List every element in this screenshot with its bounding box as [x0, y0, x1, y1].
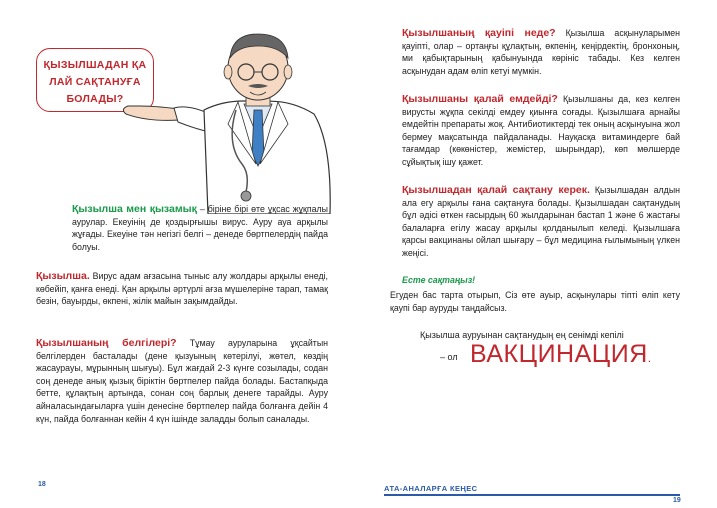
text-danger: Қызылша асқынуларымен қауіпті, олар – ортаңғы құлақтың, өкпенің, кеңірдектің, бронхоның, ми қабықтарының қабынуында көрініс табады. Кез келген асқынудан адам өліп кетуі мүмкін.: [402, 28, 680, 76]
footer-rule: [384, 494, 680, 496]
remember-heading: Есте сақтаңыз!: [402, 275, 476, 285]
left-page: [0, 0, 358, 508]
vaccination-caption: Қызылша ауруынан сақтанудың ең сенімді кепілі: [420, 330, 624, 340]
text-treatment: Қызылшаны да, кез келген вирусты жұқпа секілді емдеу қиынға соғады. Қызылшаға арнайы емдейтін препараты жоқ. Антибиотиктерді тек оның асқынуына жол бермеу мақсатында пайдаланады. Науқасқа витаминдерге бай тағамдар (көкөністер, жемістер, шырындар), көп мөлшерде сұйықтық ішу қажет.: [402, 94, 680, 167]
vaccination-word-dot: .: [647, 351, 652, 365]
vaccination-word-text: ВАКЦИНАЦИЯ: [470, 340, 648, 368]
paragraph-measles: [36, 270, 328, 308]
paragraph-refusal: Егуден бас тарта отырып, Сіз өте ауыр, асқынулары тіпті өліп кету қаупі бар ауруды таңдайсыз.: [390, 290, 680, 313]
text-measles: Вирус адам ағзасына тыныс алу жолдары арқылы енеді, көбейіп, қанға енеді. Қан арқылы әртүрлі ағза мүшелеріне тарап, тамақ безін, бауырды, өкпені, жілік майын зақымдайды.: [36, 271, 328, 307]
text-measles-rubella: – біріне бірі өте ұқсас жұқпалы аурулар. Екеуінің де қоздырғышы вирус. Ауру ауа арқылы жұғады. Екеуіне тән негізгі белгі – денеде бөртпелердің пайда болуы.: [72, 204, 328, 252]
paragraph-treatment: [402, 93, 680, 169]
text-prevention: Қызылшадан алдын ала егу арқылы ғана сақтануға болады. Қызылшадан сақтанудың бұл әдісі өткен ғасырдың 60 жылдарынан бастап 1 және 6 жастағы балаларға егілу жасау арқылы қолданылып келеді. Қызылшаға қарсы вакцинаны ойлап шығару – бұл медицина ғылымының үлкен жеңісі.: [402, 185, 680, 258]
paragraph-prevention: [402, 184, 680, 260]
heading-danger: Қызылшаның қауіпі неде?: [402, 27, 556, 39]
vaccination-prefix: – ол: [440, 352, 458, 362]
heading-measles: Қызылша.: [36, 270, 90, 282]
text-symptoms: Тұмау ауруларына ұқсайтын белгілерден басталады (дене қызуының көтерілуі, жөтел, көздің жасаурауы, мұрынның шығуы). Бұл жағдай 2-3 күнге созылады, содан соң денеде анық қызық біріктін бөртпелер пайда болады. Бастапқыда бетте, құлақтың артында, сонан соң барлық денеге тарайды. Ауру айналасындағыларға үшін денесіне бөртпелер пайда болғанға дейін 4 күн, пайда болғаннан кейін 4 күн ішінде заладды болып саналады.: [36, 338, 328, 424]
heading-prevention: Қызылшадан қалай сақтану керек.: [402, 184, 590, 196]
doctor-illustration: [118, 14, 348, 214]
callout-text: ҚЫЗЫЛШАДАН ҚА ЛАЙ САҚТАНУҒА БОЛАДЫ?: [43, 59, 147, 105]
paragraph-danger: [402, 27, 680, 77]
heading-treatment: Қызылшаны қалай емдейді?: [402, 93, 558, 105]
footer-title: АТА-АНАЛАРҒА КЕҢЕС: [384, 484, 478, 493]
page-number-left: 18: [38, 481, 46, 488]
heading-symptoms: Қызылшаның белгілері?: [36, 337, 177, 349]
paragraph-measles-rubella: [72, 203, 328, 253]
heading-measles-rubella: Қызылша мен қызамық: [72, 203, 197, 215]
paragraph-symptoms: [36, 337, 328, 425]
page-number-right: 19: [673, 497, 681, 504]
vaccination-word: [470, 340, 652, 369]
